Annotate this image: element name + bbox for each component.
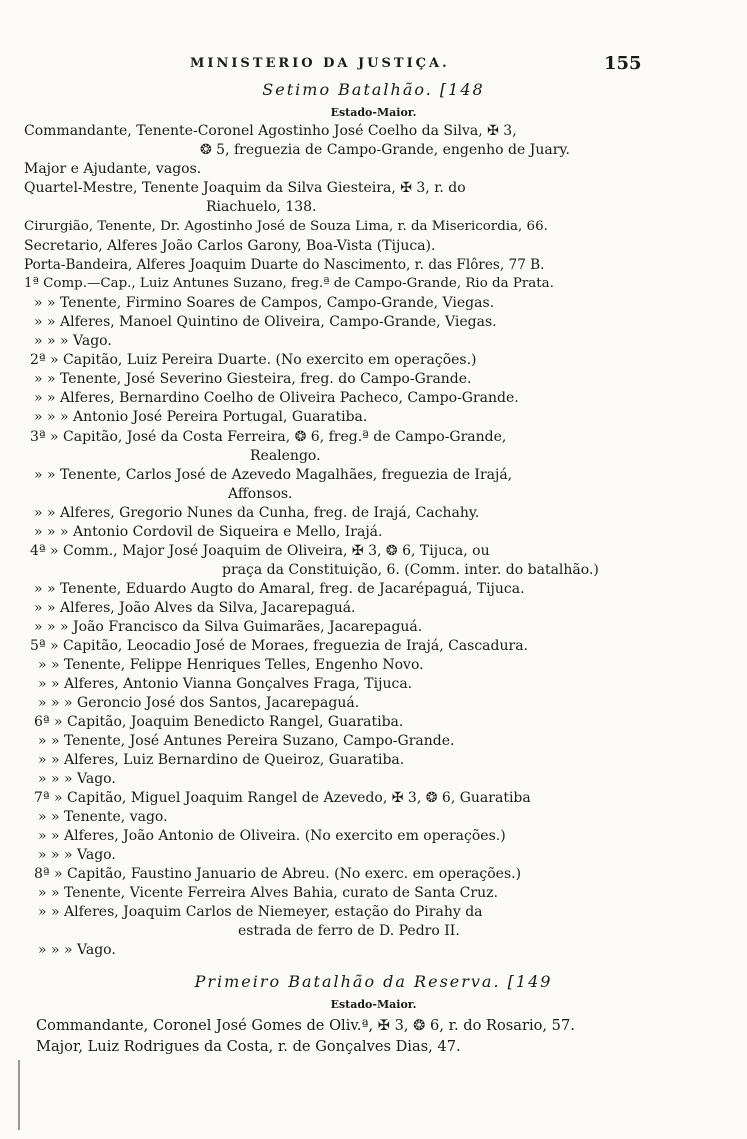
- roster-line: 4ª » Comm., Major José Joaquim de Oliveira, ✠ 3, ❂ 6, Tijuca, ou: [30, 543, 490, 559]
- roster-line: » » Alferes, Luiz Bernardino de Queiroz, Guaratiba.: [38, 752, 405, 768]
- roster-line: 8ª » Capitão, Faustino Januario de Abreu. (No exerc. em operações.): [34, 866, 522, 882]
- roster-line: » » Alferes, Joaquim Carlos de Niemeyer, estação do Pirahy da: [38, 904, 483, 920]
- roster-line: Major e Ajudante, vagos.: [24, 161, 202, 177]
- section-title-primeiro-batalhao: Primeiro Batalhão da Reserva. [149: [194, 972, 553, 991]
- roster-line: » » Tenente, Vicente Ferreira Alves Bahia, curato de Santa Cruz.: [38, 885, 498, 901]
- running-head: [0, 53, 747, 76]
- roster-line: 5ª » Capitão, Leocadio José de Moraes, freguezia de Irajá, Cascadura.: [30, 638, 528, 654]
- roster-line: Cirurgião, Tenente, Dr. Agostinho José de Souza Lima, r. da Misericordia, 66.: [24, 219, 548, 234]
- page-number: 155: [604, 53, 642, 74]
- roster-line: Major, Luiz Rodrigues da Costa, r. de Gonçalves Dias, 47.: [36, 1038, 461, 1055]
- margin-rule: [18, 1060, 20, 1130]
- roster-line: Riachuelo, 138.: [206, 199, 317, 215]
- roster-line: » » Alferes, Manoel Quintino de Oliveira, Campo-Grande, Viegas.: [34, 314, 497, 330]
- roster-line: » » Tenente, Firmino Soares de Campos, Campo-Grande, Viegas.: [34, 295, 495, 311]
- roster-line: estrada de ferro de D. Pedro II.: [238, 923, 460, 939]
- roster-line: » » » Geroncio José dos Santos, Jacarepaguá.: [38, 695, 360, 711]
- roster-line: » » Alferes, João Alves da Silva, Jacarepaguá.: [34, 600, 356, 616]
- roster-line: » » Alferes, Bernardino Coelho de Oliveira Pacheco, Campo-Grande.: [34, 390, 519, 406]
- roster-line: Porta-Bandeira, Alferes Joaquim Duarte do Nascimento, r. das Flôres, 77 B.: [24, 257, 545, 273]
- roster-line: » » » Vago.: [38, 771, 116, 787]
- roster-line: 6ª » Capitão, Joaquim Benedicto Rangel, Guaratiba.: [34, 714, 404, 730]
- roster-line: » » Alferes, Gregorio Nunes da Cunha, freg. de Irajá, Cachahy.: [34, 505, 480, 521]
- roster-line: Commandante, Tenente-Coronel Agostinho José Coelho da Silva, ✠ 3,: [24, 123, 517, 139]
- roster-line: » » Tenente, Felippe Henriques Telles, Engenho Novo.: [38, 657, 424, 673]
- subheading-estado-maior-2: Estado-Maior.: [330, 998, 417, 1011]
- roster-line: » » Tenente, vago.: [38, 809, 168, 825]
- running-title: MINISTERIO DA JUSTIÇA.: [190, 56, 450, 71]
- roster-line: » » Tenente, José Severino Giesteira, freg. do Campo-Grande.: [34, 371, 472, 387]
- roster-line: » » Tenente, Eduardo Augto do Amaral, freg. de Jacarépaguá, Tijuca.: [34, 581, 525, 597]
- roster-line: » » » João Francisco da Silva Guimarães, Jacarepaguá.: [34, 619, 423, 635]
- roster-line: ❂ 5, freguezia de Campo-Grande, engenho de Juary.: [200, 142, 570, 158]
- roster-line: 2ª » Capitão, Luiz Pereira Duarte. (No exercito em operações.): [30, 352, 477, 368]
- roster-line: Affonsos.: [228, 486, 293, 502]
- roster-line: » » » Vago.: [34, 333, 112, 349]
- roster-line: » » Alferes, Antonio Vianna Gonçalves Fraga, Tijuca.: [38, 676, 413, 692]
- roster-line: » » » Vago.: [38, 942, 116, 958]
- roster-line: Quartel-Mestre, Tenente Joaquim da Silva Giesteira, ✠ 3, r. do: [24, 180, 466, 196]
- roster-line: » » » Vago.: [38, 847, 116, 863]
- roster-line: » » Tenente, José Antunes Pereira Suzano, Campo-Grande.: [38, 733, 455, 749]
- roster-line: » » » Antonio José Pereira Portugal, Guaratiba.: [34, 409, 368, 425]
- subheading-estado-maior: Estado-Maior.: [330, 106, 417, 119]
- roster-line: Commandante, Coronel José Gomes de Oliv.ª, ✠ 3, ❂ 6, r. do Rosario, 57.: [36, 1017, 575, 1034]
- roster-line: 7ª » Capitão, Miguel Joaquim Rangel de Azevedo, ✠ 3, ❂ 6, Guaratiba: [34, 790, 531, 806]
- roster-line: » » Alferes, João Antonio de Oliveira. (No exercito em operações.): [38, 828, 506, 844]
- roster-line: Secretario, Alferes João Carlos Garony, Boa-Vista (Tijuca).: [24, 238, 436, 254]
- roster-line: » » » Antonio Cordovil de Siqueira e Mello, Irajá.: [34, 524, 383, 540]
- section-title-setimo-batalhao: Setimo Batalhão. [148: [262, 80, 485, 99]
- roster-line: praça da Constituição, 6. (Comm. inter. do batalhão.): [222, 562, 599, 578]
- roster-line: Realengo.: [250, 448, 321, 464]
- roster-line: 1ª Comp.—Cap., Luiz Antunes Suzano, freg.ª de Campo-Grande, Rio da Prata.: [24, 276, 554, 291]
- roster-line: 3ª » Capitão, José da Costa Ferreira, ❂ 6, freg.ª de Campo-Grande,: [30, 429, 507, 445]
- roster-line: » » Tenente, Carlos José de Azevedo Magalhães, freguezia de Irajá,: [34, 467, 513, 483]
